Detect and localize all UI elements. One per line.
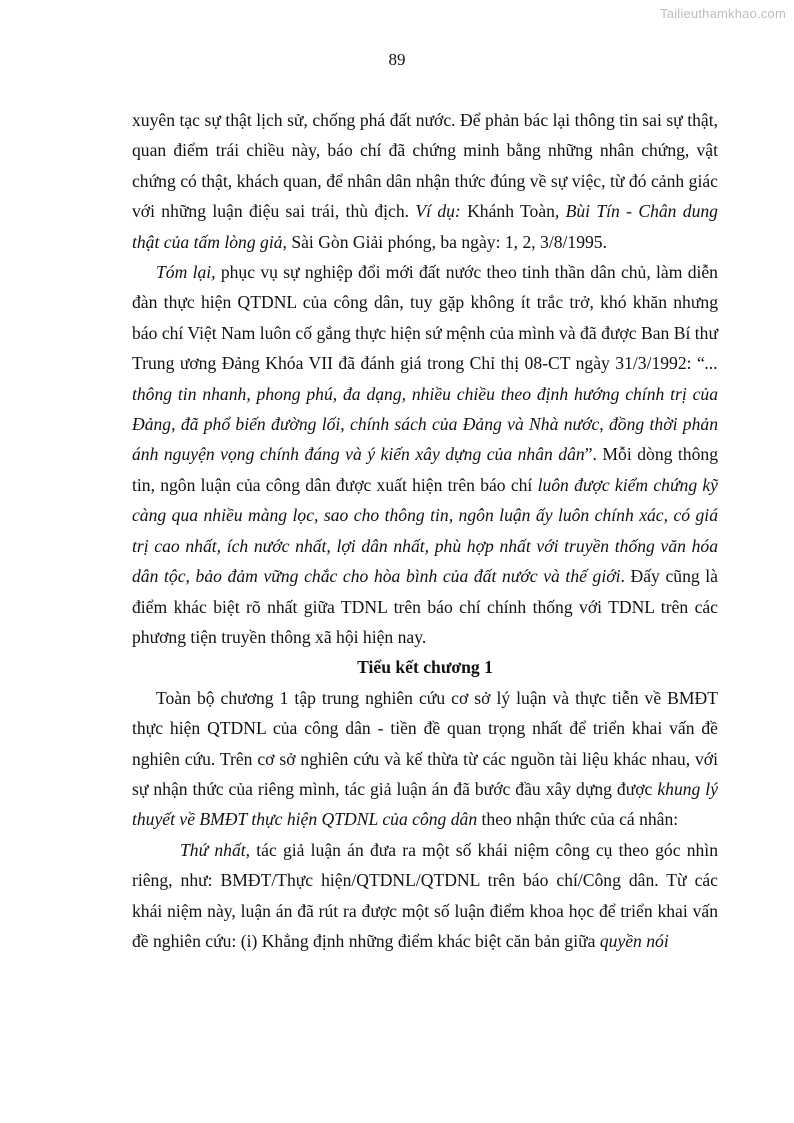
paragraph-2-text-3: . Đấy cũng là điểm khác biệt rõ nhất giữa TDNL trên báo chí chính thống với TDNL trên các phương tiện truyền thông xã hội hiện nay. xyxy=(132,566,718,647)
paragraph-4-text-1: tác giả luận án đưa ra một số khái niệm công cụ theo góc nhìn riêng, như: BMĐT/Thực hiện/QTDNL/QTDNL trên báo chí/Công dân. Từ các khái niệm này, luận án đã rút ra được một số luận điểm khoa học để triển khai vấn đề nghiên cứu: (i) Khẳng định những điểm khác biệt căn bản giữa xyxy=(132,839,718,951)
paragraph-2-text-1: phục vụ sự nghiệp đổi mới đất nước theo tinh thần dân chủ, làm diễn đàn thực hiện QTDNL của công dân, tuy gặp không ít trắc trở, khó khăn nhưng báo chí Việt Nam luôn cố gắng thực hiện sứ mệnh của mình và đã được Ban Bí thư Trung ương Đảng Khóa VII đã đánh giá trong Chỉ thị 08-CT ngày 31/3/1992: “ xyxy=(132,262,718,374)
paragraph-2 xyxy=(132,257,718,652)
paragraph-2-italic-3: luôn được kiểm chứng kỹ càng qua nhiều màng lọc, sao cho thông tin, ngôn luận ấy luôn chính xác, có giá trị cao nhất, ích nước nhất, lợi dân nhất, phù hợp nhất với truyền thống văn hóa dân tộc, bảo đảm vững chắc cho hòa bình của đất nước và thế giới xyxy=(132,474,718,587)
paragraph-1-italic-1: Ví dụ: xyxy=(415,201,461,222)
paragraph-3 xyxy=(132,683,718,835)
paragraph-4 xyxy=(132,835,718,957)
page-number: 89 xyxy=(388,50,406,69)
paragraph-4-italic-1: Thứ nhất, xyxy=(180,839,251,860)
paragraph-1-text-3: Sài Gòn Giải phóng, ba ngày: 1, 2, 3/8/1995. xyxy=(286,231,608,252)
paragraph-3-text-1: Toàn bộ chương 1 tập trung nghiên cứu cơ sở lý luận và thực tiễn về BMĐT thực hiện QTDNL của công dân - tiền đề quan trọng nhất để triển khai vấn đề nghiên cứu. Trên cơ sở nghiên cứu và kế thừa từ các nguồn tài liệu khác nhau, với sự nhận thức của riêng mình, tác giả luận án đã bước đầu xây dựng được xyxy=(132,687,718,799)
paragraph-1-text-1: xuyên tạc sự thật lịch sử, chống phá đất nước. Để phản bác lại thông tin sai sự thật, quan điểm trái chiều này, báo chí đã chứng minh bằng những nhân chứng, vật chứng có thật, khách quan, để nhân dân nhận thức đúng về sự việc, từ đó cảnh giác với những luận điệu sai trái, thù địch. xyxy=(132,110,718,222)
paragraph-2-italic-1: Tóm lại, xyxy=(156,262,216,283)
section-heading: Tiểu kết chương 1 xyxy=(357,657,493,678)
document-body xyxy=(132,105,718,956)
paragraph-4-italic-2: quyền nói xyxy=(599,930,669,951)
paragraph-3-italic-1: khung lý thuyết về BMĐT thực hiện QTDNL của công dân xyxy=(132,778,719,830)
paragraph-1-text-2: Khánh Toàn xyxy=(460,201,555,222)
paragraph-3-text-2: theo nhận thức của cá nhân: xyxy=(477,809,679,830)
paragraph-2-italic-2: ... thông tin nhanh, phong phú, đa dạng, nhiều chiều theo định hướng chính trị của Đảng, đã phổ biến đường lối, chính sách của Đảng và Nhà nước, đồng thời phản ánh nguyện vọng chính đáng và ý kiến xây dựng của nhân dân xyxy=(132,353,718,465)
watermark: Tailieuthamkhao.com xyxy=(660,6,786,21)
paragraph-1-italic-2: , Bùi Tín - Chân dung thật của tấm lòng giả, xyxy=(132,201,718,252)
paragraph-2-text-2: ”. Mỗi dòng thông tin, ngôn luận của công dân được xuất hiện trên báo chí xyxy=(132,444,718,495)
paragraph-1 xyxy=(132,105,718,257)
